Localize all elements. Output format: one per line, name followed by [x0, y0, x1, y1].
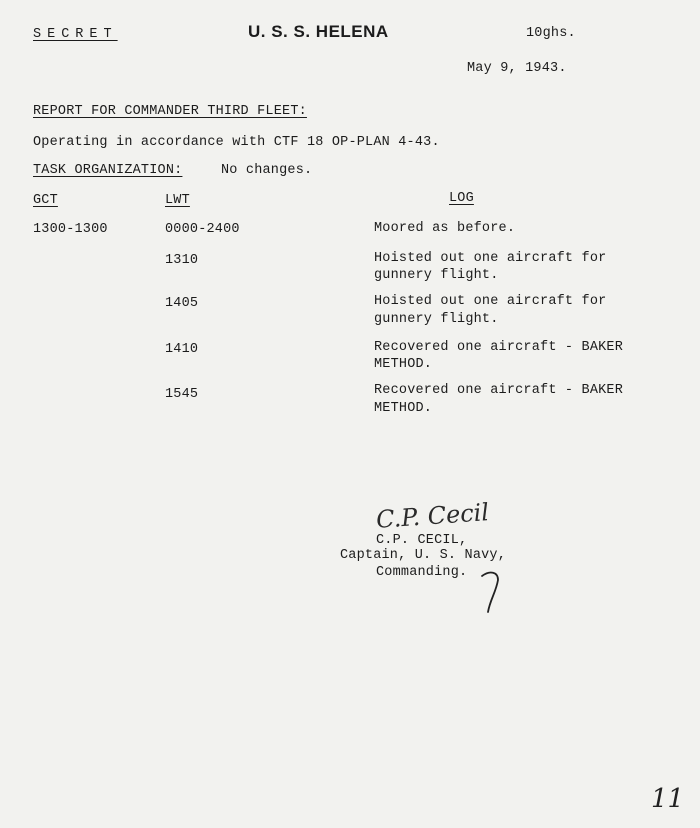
table-row-3-log-line-2: gunnery flight. [374, 312, 499, 327]
classification-label: SECRET [33, 27, 118, 42]
table-row-1-log-line-1: Moored as before. [374, 221, 516, 236]
column-header-log: LOG [449, 191, 474, 206]
report-date: May 9, 1943. [467, 61, 567, 76]
table-row-2-lwt: 1310 [165, 253, 199, 268]
table-row-2-log-line-2: gunnery flight. [374, 268, 499, 283]
table-row-4-lwt: 1410 [165, 342, 199, 357]
table-row-4-log-line-2: METHOD. [374, 357, 433, 372]
handwritten-signature: C.P. Cecil [375, 498, 490, 534]
table-row-5-log-line-1: Recovered one aircraft - BAKER [374, 383, 624, 398]
table-row-1-lwt: 0000-2400 [165, 222, 240, 237]
table-row-5-lwt: 1545 [165, 387, 199, 402]
ship-title: U. S. S. HELENA [248, 22, 389, 41]
reference-code: 10ghs. [526, 26, 576, 41]
operating-line: Operating in accordance with CTF 18 OP-PLAN 4-43. [33, 135, 440, 150]
table-row-3-log-line-1: Hoisted out one aircraft for [374, 294, 607, 309]
task-organization-value: No changes. [221, 163, 313, 178]
column-header-lwt: LWT [165, 193, 190, 208]
signatory-role: Commanding. [376, 565, 468, 580]
column-header-gct: GCT [33, 193, 58, 208]
page-number: 11 [651, 784, 685, 814]
table-row-5-log-line-2: METHOD. [374, 401, 433, 416]
initial-mark-icon [478, 566, 508, 616]
table-row-3-lwt: 1405 [165, 296, 199, 311]
report-heading: REPORT FOR COMMANDER THIRD FLEET: [33, 104, 307, 119]
table-row-4-log-line-1: Recovered one aircraft - BAKER [374, 340, 624, 355]
table-row-2-log-line-1: Hoisted out one aircraft for [374, 251, 607, 266]
table-row-1-gct: 1300-1300 [33, 222, 108, 237]
task-organization-label: TASK ORGANIZATION: [33, 163, 183, 178]
signatory-name: C.P. CECIL, [376, 533, 468, 548]
signatory-rank: Captain, U. S. Navy, [340, 548, 507, 563]
